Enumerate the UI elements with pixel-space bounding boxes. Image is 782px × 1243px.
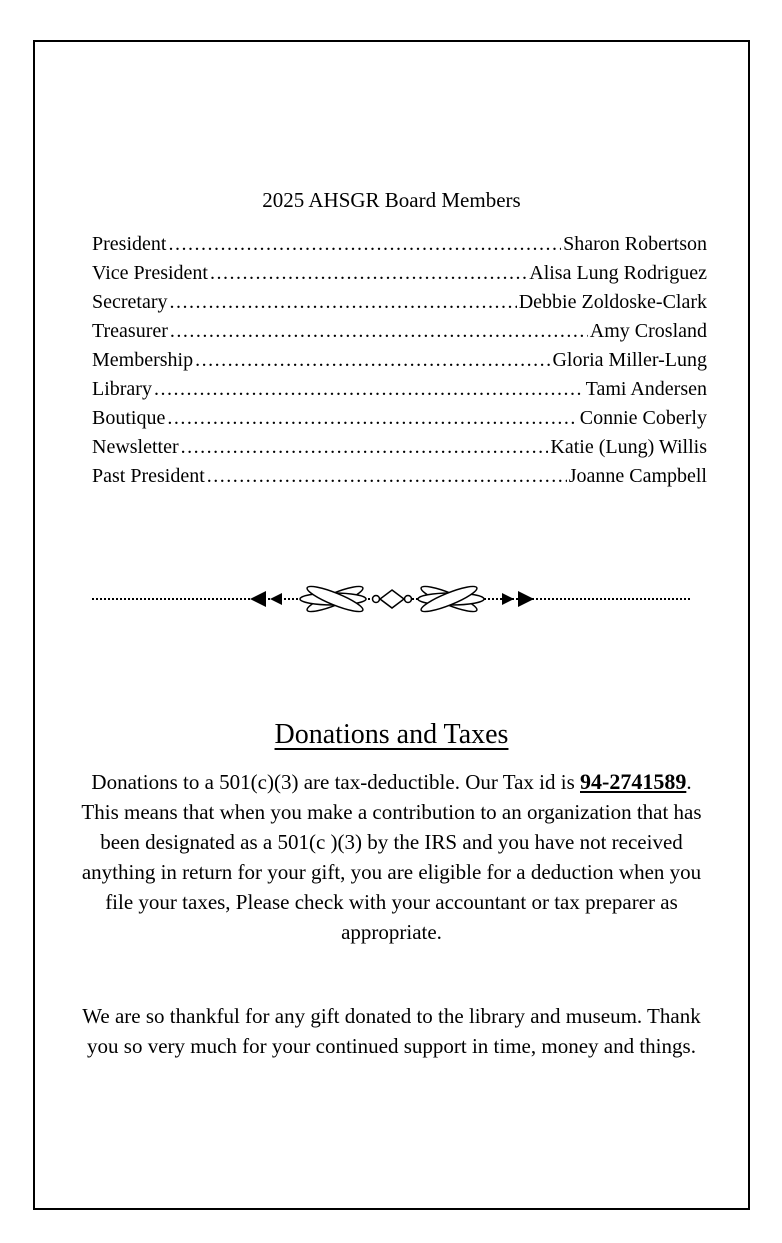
board-row [92,375,707,404]
board-member-name: Debbie Zoldoske-Clark [518,291,707,313]
dot-leader [195,346,550,375]
board-row [92,404,707,433]
dot-leader [170,317,588,346]
dot-leader [207,462,567,491]
board-member-name: Joanne Campbell [568,465,707,487]
board-row [92,259,707,288]
board-member-name: Amy Crosland [589,320,707,342]
board-row [92,433,707,462]
board-row [92,317,707,346]
board-member-name: Connie Coberly [579,407,707,429]
board-role: Past President [92,465,205,487]
page-title: 2025 AHSGR Board Members [262,188,521,212]
board-role: Secretary [92,291,168,313]
section-heading-donations: Donations and Taxes [274,719,509,750]
board-role: Boutique [92,407,166,429]
page-content [35,42,748,1061]
board-member-name: Gloria Miller-Lung [552,349,707,371]
board-member-name: Alisa Lung Rodriguez [529,262,707,284]
donations-text-before: Donations to a 501(c)(3) are tax-deductible. Our Tax id is [91,770,580,794]
decorative-divider [65,581,718,617]
board-role: President [92,233,167,255]
board-members-list [92,230,707,491]
board-row [92,230,707,259]
tax-id: 94-2741589 [580,769,687,794]
board-member-name: Tami Andersen [585,378,707,400]
divider-ornament-icon [92,581,692,617]
thank-you-paragraph: We are so thankful for any gift donated to the library and museum. Thank you so very much for your continued support in time, money and things. [82,1004,701,1058]
board-row [92,462,707,491]
board-member-name: Sharon Robertson [563,233,707,255]
dot-leader [210,259,527,288]
board-role: Membership [92,349,194,371]
board-row [92,346,707,375]
dot-leader [154,375,584,404]
dot-leader [170,288,517,317]
board-role: Newsletter [92,436,179,458]
board-member-name: Katie (Lung) Willis [550,436,707,458]
donations-paragraph [73,767,710,947]
dot-leader [168,230,561,259]
board-role: Vice President [92,262,208,284]
board-row [92,288,707,317]
dot-leader [167,404,577,433]
board-role: Treasurer [92,320,168,342]
dot-leader [181,433,549,462]
page-border-frame [33,40,750,1210]
donations-text-after: . This means that when you make a contribution to an organization that has been designated as a 501(c )(3) by the IRS and you have not received anything in return for your gift, you are eligible for a deduction when you file your taxes, Please check with your accountant or tax preparer as appropriate. [81,770,702,944]
board-role: Library [92,378,152,400]
